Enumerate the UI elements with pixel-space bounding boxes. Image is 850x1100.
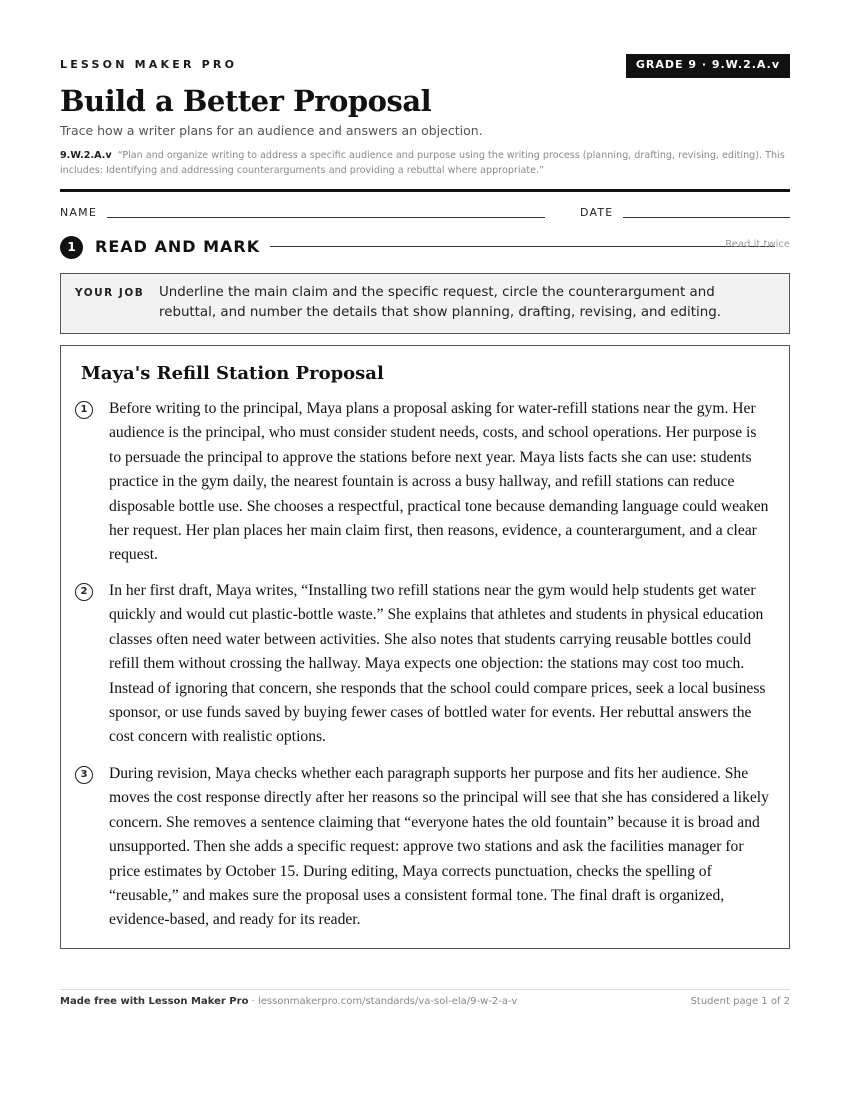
- header-divider: [60, 189, 790, 192]
- reading-passage: [60, 345, 790, 949]
- name-label: NAME: [60, 206, 97, 219]
- section-note: Read it twice: [725, 239, 790, 250]
- section-title: READ AND MARK: [95, 237, 261, 256]
- paragraph-number-badge: 3: [75, 766, 93, 784]
- grade-badge: GRADE 9 · 9.W.2.A.v: [626, 54, 790, 78]
- section-number-badge: 1: [60, 236, 83, 259]
- footer-credit: [60, 996, 517, 1007]
- instructions-text: Underline the main claim and the specific request, circle the counterargument and rebuttal, and number the details that show planning, drafting, revising, and editing.: [159, 285, 721, 320]
- paragraph-number-badge: 1: [75, 401, 93, 419]
- page-subtitle: Trace how a writer plans for an audience and answers an objection.: [60, 123, 483, 138]
- date-field[interactable]: [623, 217, 790, 218]
- footer-divider: [60, 989, 790, 990]
- page-title: Build a Better Proposal: [60, 84, 432, 118]
- standard-description: [60, 148, 790, 178]
- standard-code: 9.W.2.A.v: [60, 150, 112, 161]
- name-field[interactable]: [107, 217, 545, 218]
- instructions-box: [60, 273, 790, 334]
- paragraph-text: In her first draft, Maya writes, “Installing two refill stations near the gym would help students get water quickly and would cut plastic-bottle waste.” She explains that athletes and students in physical education classes often need water between activities. She also notes that students carrying reusable bottles could refill them without crossing the hallway. Maya expects one objection: the stations may cost too much. Instead of ignoring that concern, she responds that the school could compare prices, seek a local business sponsor, or use funds saved by buying fewer cases of bottled water for events. Her rebuttal answers the cost concern with realistic options.: [109, 582, 766, 746]
- footer-made-with: Made free with Lesson Maker Pro: [60, 996, 249, 1007]
- date-label: DATE: [580, 206, 614, 219]
- footer-page-number: Student page 1 of 2: [690, 996, 790, 1007]
- instructions-label: YOUR JOB: [75, 287, 145, 299]
- passage-title: Maya's Refill Station Proposal: [81, 363, 384, 384]
- brand-name: LESSON MAKER PRO: [60, 58, 238, 71]
- footer-separator: ·: [248, 996, 258, 1007]
- standard-text: “Plan and organize writing to address a specific audience and purpose using the writing process (planning, drafting, revising, editing). This includes: Identifying and addressing counterarguments and providing a rebuttal where appropriate.”: [60, 150, 785, 176]
- section-divider: [270, 246, 775, 247]
- paragraph-text: During revision, Maya checks whether each paragraph supports her purpose and fits her audience. She moves the cost response directly after her reasons so the principal will see that she has considered a likely concern. She removes a sentence claiming that “everyone hates the old fountain” because it is broad and unsupported. Then she adds a specific request: approve two stations and ask the facilities manager for price estimates by October 15. During editing, Maya corrects punctuation, checks the spelling of “reusable,” and makes sure the proposal uses a consistent formal tone. The final draft is organized, evidence-based, and ready for its reader.: [109, 765, 769, 929]
- paragraph-text: Before writing to the principal, Maya plans a proposal asking for water-refill stations near the gym. Her audience is the principal, who must consider student needs, costs, and school operations. Her purpose is to persuade the principal to approve the stations before next year. Maya lists facts she can use: students practice in the gym daily, the nearest fountain is across a busy hallway, and refill stations can reduce disposable bottle use. She chooses a respectful, practical tone because demanding language could weaken her request. Her plan places her main claim first, then reasons, evidence, a counterargument, and a clear request.: [109, 400, 769, 564]
- footer-url-link[interactable]: lessonmakerpro.com/standards/va-sol-ela/9-w-2-a-v: [257, 996, 518, 1007]
- paragraph-number-badge: 2: [75, 583, 93, 601]
